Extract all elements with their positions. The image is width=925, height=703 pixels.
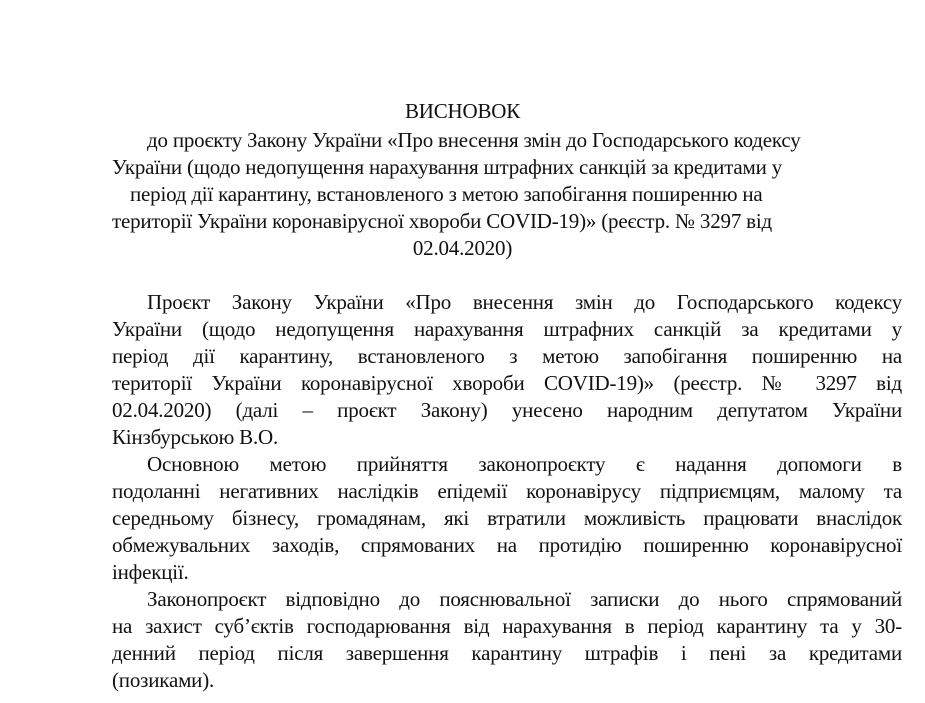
subtitle-line: 02.04.2020) [412, 236, 513, 260]
paragraph-line: подоланні негативних наслідків епідемії коронавірусу підприємцям, малому та [112, 479, 902, 503]
subtitle-line: до проєкту Закону України «Про внесення змін до Господарського кодексу [147, 128, 801, 152]
paragraph-line: України (щодо недопущення нарахування штрафних санкцій за кредитами у [112, 317, 902, 341]
paragraph-line: на захист суб’єктів господарювання від нарахування в період карантину та у 30- [112, 614, 902, 638]
paragraph-line: 02.04.2020) (далі – проєкт Закону) унесено народним депутатом України [112, 398, 902, 422]
paragraph-line: (позиками). [112, 668, 215, 692]
paragraph-line: території України коронавірусної хвороби COVID-19)» (реєстр. № 3297 від [112, 371, 902, 395]
document-title: ВИСНОВОК [404, 99, 521, 123]
paragraph-line: Основною метою прийняття законопроєкту є надання допомоги в [147, 452, 902, 476]
subtitle-line: період дії карантину, встановленого з метою запобігання поширенню на [130, 182, 763, 206]
subtitle-line: території України коронавірусної хвороби COVID-19)» (реєстр. № 3297 від [112, 209, 773, 233]
paragraph-line: обмежувальних заходів, спрямованих на протидію поширенню коронавірусної [112, 533, 902, 557]
paragraph-line: середньому бізнесу, громадянам, які втратили можливість працювати внаслідок [112, 506, 902, 530]
paragraph-line: період дії карантину, встановленого з метою запобігання поширенню на [112, 344, 902, 368]
paragraph-line: Кінзбурською В.О. [112, 425, 279, 449]
paragraph-line: денний період після завершення карантину штрафів і пені за кредитами [112, 641, 902, 665]
subtitle-line: України (щодо недопущення нарахування штрафних санкцій за кредитами у [112, 155, 783, 179]
paragraph-line: Проєкт Закону України «Про внесення змін до Господарського кодексу [147, 290, 902, 314]
paragraph-line: Законопроєкт відповідно до пояснювальної записки до нього спрямований [147, 587, 902, 611]
paragraph-line: інфекції. [112, 560, 189, 584]
